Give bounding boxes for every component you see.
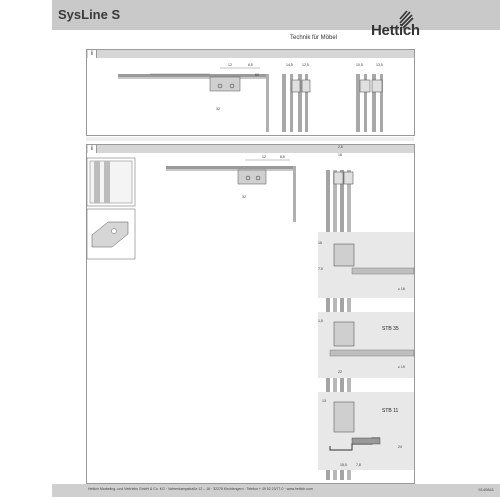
dim-label: 32: [216, 107, 220, 111]
dim-label: 1,5: [318, 319, 323, 323]
top-profile-drawing: [118, 63, 269, 132]
dim-label: ≥ 16: [398, 287, 405, 291]
dim-label: 24: [398, 445, 402, 449]
dim-label: 16: [318, 241, 322, 245]
panel-tag: i: [88, 50, 97, 58]
dim-label: 12: [228, 63, 232, 67]
dim-label: 2,5: [338, 145, 343, 149]
dim-label: 15,5: [340, 463, 347, 467]
footer-code: 9149841: [478, 487, 494, 492]
top-vertical-profiles: [282, 63, 383, 132]
stb35-label: STB 35: [382, 326, 399, 332]
stb11-label: STB 11: [382, 408, 399, 414]
page-subtitle: Technik für Möbel: [290, 35, 338, 41]
dim-label: 10,5: [356, 63, 363, 67]
dim-label: 6,5: [280, 155, 285, 159]
hettich-logo-text: Hettich: [371, 22, 420, 39]
dim-label: 12: [262, 155, 266, 159]
left-insets: [87, 158, 135, 259]
dim-label: 13: [322, 399, 326, 403]
dim-label: 7,5: [318, 267, 323, 271]
dim-label: 13,5: [376, 63, 383, 67]
dim-label: 22: [338, 370, 342, 374]
dim-label: 16: [338, 153, 342, 157]
panel-tag: i: [88, 145, 97, 153]
dim-label: 7,8: [356, 463, 361, 467]
dim-label: 32: [242, 195, 246, 199]
dim-label: 6,5: [248, 63, 253, 67]
page-title: SysLine S: [58, 7, 121, 22]
dim-label: 14,5: [286, 63, 293, 67]
detail-drawing-stb11: [318, 392, 414, 470]
main-horizontal-profile: [166, 155, 296, 222]
dim-label: 12,5: [302, 63, 309, 67]
dim-label: 60: [255, 73, 259, 77]
dim-label: ≥ 19: [398, 365, 405, 369]
detail-drawing-1: [318, 232, 414, 298]
detail-drawing-stb35: [318, 312, 414, 378]
footer-address: Hettich Marketing- und Vertriebs GmbH & Co. KG · Vahrenkampstraße 12 – 16 · 32278 Kirchlengern · Telefon + 49 52 23/77-0 · www.hettich.com: [88, 487, 313, 491]
